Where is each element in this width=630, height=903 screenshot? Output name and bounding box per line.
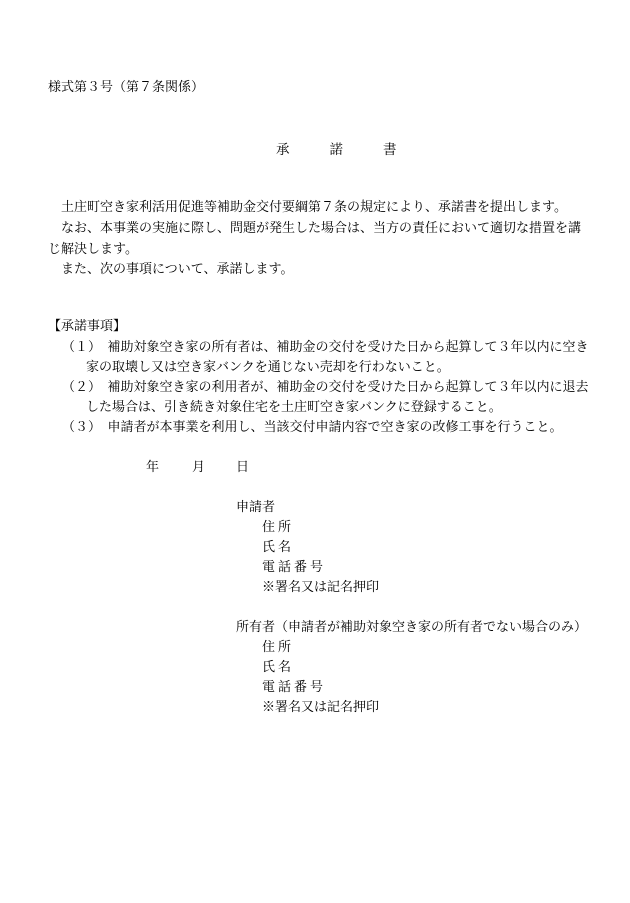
date-month-label: 月	[192, 460, 206, 475]
owner-seal-note: ※署名又は記名押印	[262, 700, 380, 715]
intro-line-3: じ解決します。	[48, 242, 138, 257]
consent-item-2-line-2: した場合は、引き続き対象住宅を土庄町空き家バンクに登録すること。	[86, 400, 502, 415]
intro-line-1: 土庄町空き家利活用促進等補助金交付要綱第７条の規定により、承諾書を提出します。	[48, 200, 567, 215]
applicant-name-label: 氏名	[262, 540, 295, 555]
intro-line-2: なお、本事業の実施に際し、問題が発生した場合は、当方の責任において適切な措置を講	[48, 221, 582, 236]
date-year-label: 年	[146, 460, 160, 475]
intro-line-4: また、次の事項について、承諾します。	[48, 262, 294, 277]
consent-item-3-line-1: （３） 申請者が本事業を利用し、当該交付申請内容で空き家の改修工事を行うこと。	[62, 420, 563, 435]
applicant-address-label: 住所	[262, 520, 295, 535]
consent-item-1-line-2: 家の取壊し又は空き家バンクを通じない売却を行わないこと。	[86, 360, 450, 375]
owner-name-label: 氏名	[262, 660, 295, 675]
applicant-phone-label: 電話番号	[262, 560, 327, 575]
document-title: 承諾書	[276, 142, 437, 158]
owner-phone-label: 電話番号	[262, 680, 327, 695]
consent-item-2-line-1: （２） 補助対象空き家の利用者が、補助金の交付を受けた日から起算して３年以内に退去	[62, 380, 589, 395]
applicant-seal-note: ※署名又は記名押印	[262, 580, 380, 595]
consent-item-1-line-1: （１） 補助対象空き家の所有者は、補助金の交付を受けた日から起算して３年以内に空き	[62, 340, 589, 355]
date-day-label: 日	[236, 460, 250, 475]
owner-heading: 所有者（申請者が補助対象空き家の所有者でない場合のみ）	[236, 620, 588, 635]
consent-items-heading: 【承諾事項】	[48, 319, 127, 334]
form-number: 様式第３号（第７条関係）	[48, 80, 205, 95]
owner-address-label: 住所	[262, 640, 295, 655]
applicant-heading: 申請者	[236, 500, 276, 515]
